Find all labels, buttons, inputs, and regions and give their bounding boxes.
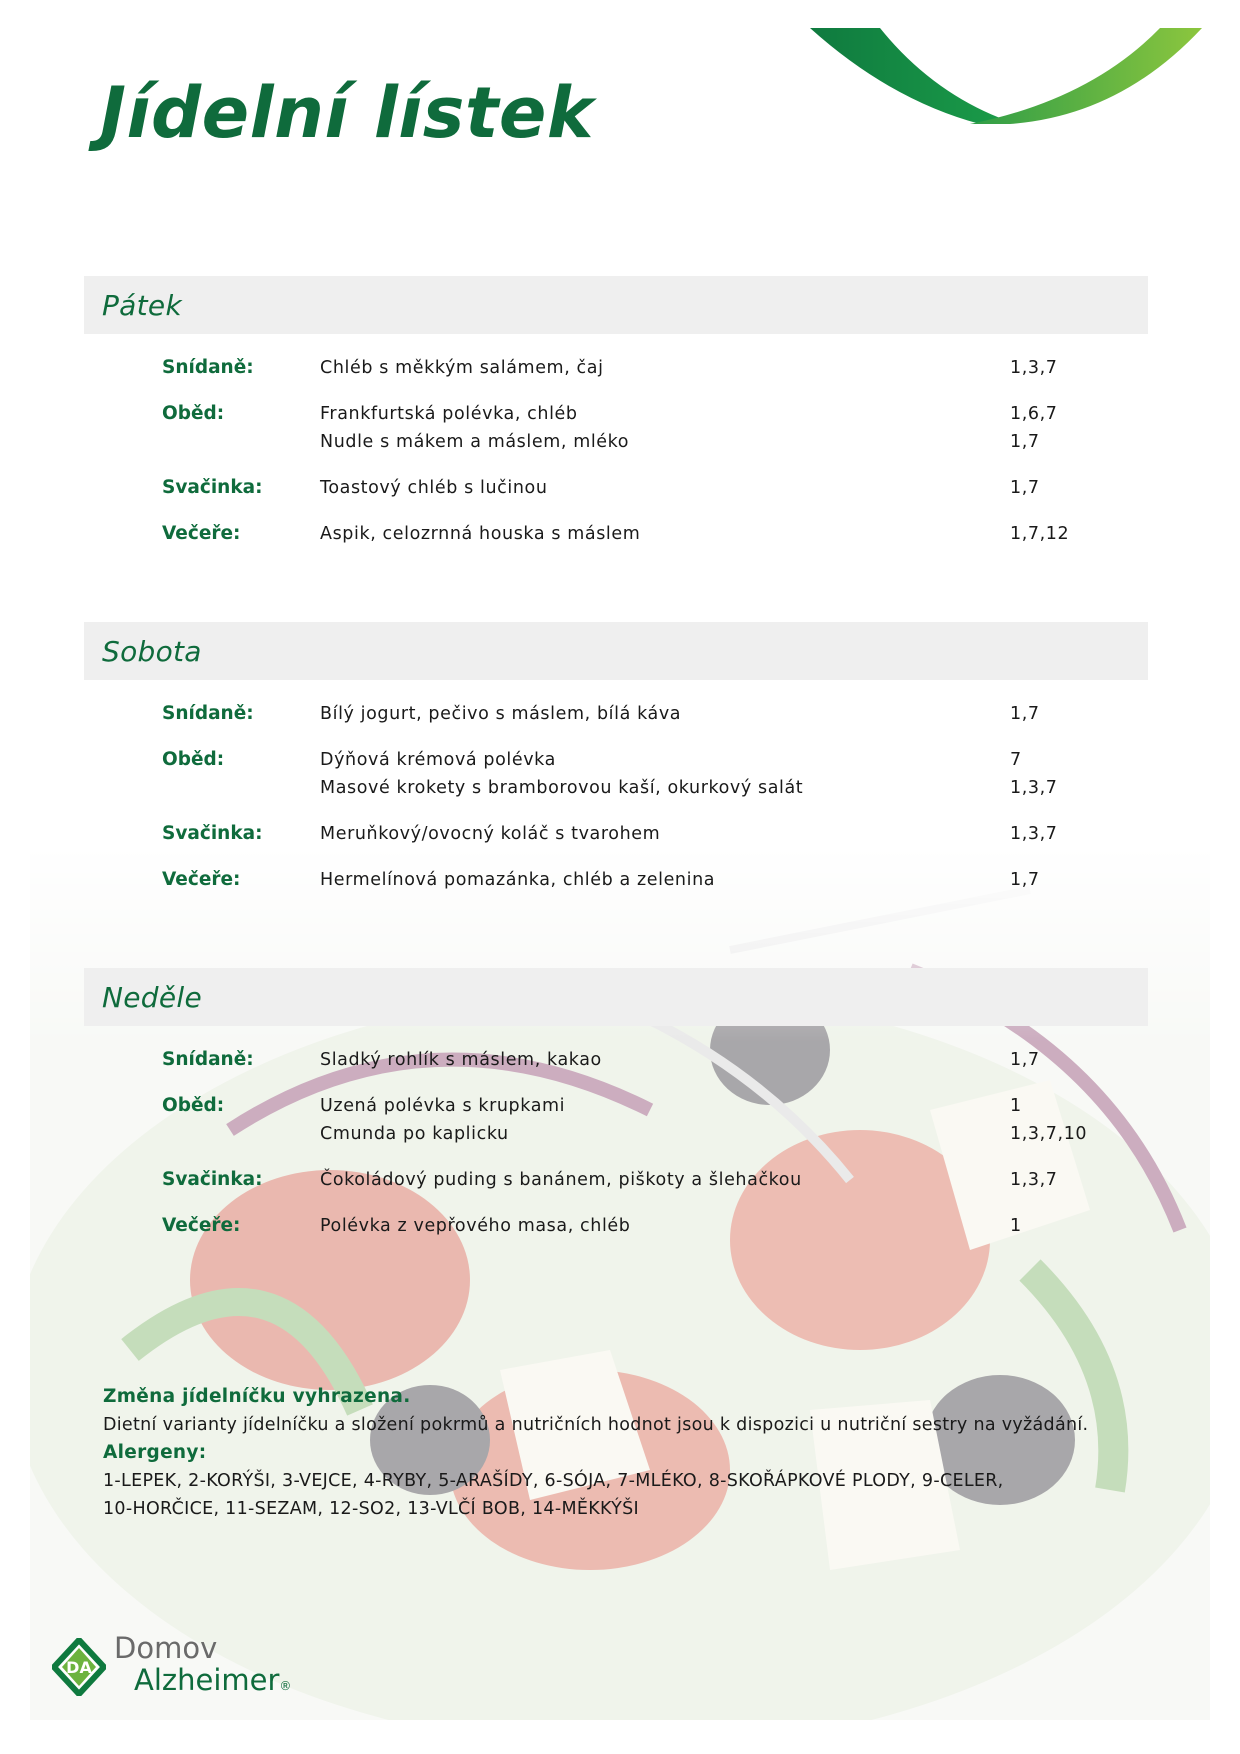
dish-allergens: 1,3,7	[1010, 1170, 1058, 1190]
meal-snack	[84, 820, 1148, 848]
dish-name: Uzená polévka s krupkami	[320, 1096, 566, 1116]
meal-breakfast	[84, 354, 1148, 382]
dish-allergens: 1	[1010, 1096, 1022, 1116]
meal-label: Večeře:	[162, 1215, 241, 1236]
meal-snack	[84, 474, 1148, 502]
meal-breakfast	[84, 700, 1148, 728]
dish-name: Bílý jogurt, pečivo s máslem, bílá káva	[320, 704, 682, 724]
dish-name: Polévka z vepřového masa, chléb	[320, 1216, 631, 1236]
dish-allergens: 1,7	[1010, 704, 1040, 724]
meal-label: Oběd:	[162, 403, 225, 424]
dish-allergens: 1,7	[1010, 1050, 1040, 1070]
dish-row	[320, 428, 1148, 456]
logo-mark-letters: DA	[66, 1658, 92, 1677]
domov-alzheimer-logo	[52, 1632, 291, 1702]
meal-label: Snídaně:	[162, 1049, 254, 1070]
day-section-sobota	[84, 622, 1148, 912]
meal-label: Svačinka:	[162, 823, 263, 844]
meal-label: Snídaně:	[162, 357, 254, 378]
dish-allergens: 1,6,7	[1010, 404, 1058, 424]
dish-allergens: 1,7	[1010, 432, 1040, 452]
meal-label: Svačinka:	[162, 1169, 263, 1190]
meal-lunch	[84, 746, 1148, 802]
dish-allergens: 1,7	[1010, 478, 1040, 498]
day-name: Sobota	[102, 634, 202, 668]
meal-label: Oběd:	[162, 1095, 225, 1116]
dish-name: Nudle s mákem a máslem, mléko	[320, 432, 630, 452]
dish-name: Chléb s měkkým salámem, čaj	[320, 358, 604, 378]
day-header	[84, 276, 1148, 334]
logo-alzheimer-word: Alzheimer	[134, 1663, 280, 1697]
meal-snack	[84, 1166, 1148, 1194]
meal-label: Večeře:	[162, 523, 241, 544]
dish-row	[320, 746, 1148, 774]
dish-row	[320, 400, 1148, 428]
dish-row	[320, 1092, 1148, 1120]
page-title: Jídelní lístek	[100, 72, 594, 154]
allergens-list-line-2: 10-HORČICE, 11-SEZAM, 12-SO2, 13-VLČÍ BOB, 14-MĚKKÝŠI	[103, 1499, 639, 1519]
meal-dinner	[84, 520, 1148, 548]
dish-name: Masové krokety s bramborovou kaší, okurkový salát	[320, 778, 804, 798]
dish-name: Meruňkový/ovocný koláč s tvarohem	[320, 824, 661, 844]
dish-name: Cmunda po kaplicku	[320, 1124, 509, 1144]
dish-row	[320, 700, 1148, 728]
logo-mark-icon	[52, 1638, 106, 1696]
dish-allergens: 1,3,7	[1010, 358, 1058, 378]
footer-notes	[103, 1383, 1163, 1523]
day-section-patek	[84, 276, 1148, 566]
dish-row	[320, 1166, 1148, 1194]
registered-mark: ®	[279, 1679, 292, 1693]
logo-text-alzheimer	[110, 1664, 291, 1702]
dish-row	[320, 1212, 1148, 1240]
dish-allergens: 1,3,7	[1010, 778, 1058, 798]
dish-name: Hermelínová pomazánka, chléb a zelenina	[320, 870, 716, 890]
meal-label: Snídaně:	[162, 703, 254, 724]
day-name: Pátek	[102, 288, 182, 322]
dish-row	[320, 1120, 1148, 1148]
dish-row	[320, 474, 1148, 502]
dish-name: Frankfurtská polévka, chléb	[320, 404, 578, 424]
dish-name: Dýňová krémová polévka	[320, 750, 556, 770]
dish-allergens: 7	[1010, 750, 1022, 770]
diet-note: Dietní varianty jídelníčku a složení pokrmů a nutričních hodnot jsou k dispozici u nutriční sestry na vyžádání.	[103, 1415, 1089, 1435]
dish-allergens: 1,3,7,10	[1010, 1124, 1088, 1144]
meal-breakfast	[84, 1046, 1148, 1074]
dish-row	[320, 866, 1148, 894]
meal-dinner	[84, 1212, 1148, 1240]
dish-name: Toastový chléb s lučinou	[320, 478, 548, 498]
dish-row	[320, 354, 1148, 382]
dish-allergens: 1,7,12	[1010, 524, 1070, 544]
menu-change-note: Změna jídelníčku vyhrazena.	[103, 1386, 411, 1407]
logo-text-domov: Domov	[114, 1631, 218, 1665]
dish-name: Sladký rohlík s máslem, kakao	[320, 1050, 602, 1070]
dish-allergens: 1	[1010, 1216, 1022, 1236]
dish-allergens: 1,3,7	[1010, 824, 1058, 844]
dish-name: Aspik, celozrnná houska s máslem	[320, 524, 641, 544]
day-section-nedele	[84, 968, 1148, 1258]
meal-label: Oběd:	[162, 749, 225, 770]
dish-allergens: 1,7	[1010, 870, 1040, 890]
meal-label: Svačinka:	[162, 477, 263, 498]
dish-row	[320, 520, 1148, 548]
brand-swoosh-graphic	[810, 20, 1210, 140]
dish-name: Čokoládový puding s banánem, piškoty a šlehačkou	[320, 1170, 802, 1190]
allergens-list-line-1: 1-LEPEK, 2-KORÝŠI, 3-VEJCE, 4-RYBY, 5-ARAŠÍDY, 6-SÓJA, 7-MLÉKO, 8-SKOŘÁPKOVÉ PLODY, 9-CELER,	[103, 1471, 1004, 1491]
allergens-heading: Alergeny:	[103, 1442, 207, 1463]
meal-lunch	[84, 400, 1148, 456]
meal-label: Večeře:	[162, 869, 241, 890]
dish-row	[320, 774, 1148, 802]
day-name: Neděle	[102, 980, 202, 1014]
dish-row	[320, 1046, 1148, 1074]
meal-lunch	[84, 1092, 1148, 1148]
meal-dinner	[84, 866, 1148, 894]
day-header	[84, 968, 1148, 1026]
dish-row	[320, 820, 1148, 848]
day-header	[84, 622, 1148, 680]
